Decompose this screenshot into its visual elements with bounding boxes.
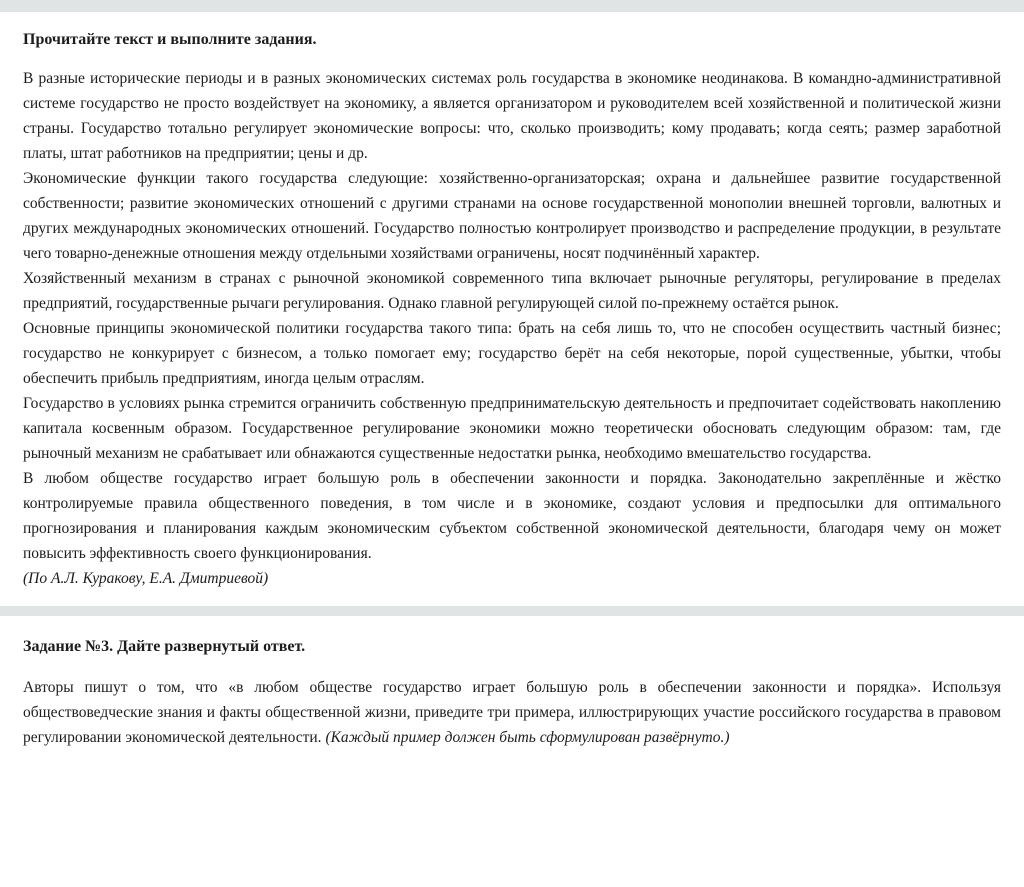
reading-instruction-heading: Прочитайте текст и выполните задания. [23,31,317,48]
source-attribution: (По А.Л. Куракову, Е.А. Дмитриевой) [23,570,269,587]
reading-paragraph-5: Государство в условиях рынка стремится ограничить собственную предпринимательскую деятельность и предпочитает содействовать накоплению капитала косвенным образом. Государственное регулирование экономики можно теоретически обосновать следующим образом: там, где рыночный механизм не срабатывает или обнажаются существенные недостатки рынка, необходимо вмешательство государства. [23,395,1001,462]
task-heading: Задание №3. Дайте развернутый ответ. [23,638,306,655]
section-divider-band [0,606,1024,616]
task-paragraph [23,675,1001,750]
task-text: Авторы пишут о том, что «в любом обществе государство играет большую роль в обеспечении законности и порядка». Используя обществоведческие знания и факты общественной жизни, приведите три примера, иллюстрирующих участие российского государства в правовом регулировании экономической деятельности. [23,679,1001,746]
reading-paragraph-3: Хозяйственный механизм в странах с рыночной экономикой современного типа включает рыночные регуляторы, регулирование в пределах предприятий, государственные рычаги регулирования. Однако главной регулирующей силой по-прежнему остаётся рынок. [23,270,1001,312]
task-section [0,637,1024,750]
task-note-italic: (Каждый пример должен быть сформулирован развёрнуто.) [325,729,730,746]
top-divider-band [0,0,1024,12]
reading-paragraph-1: В разные исторические периоды и в разных экономических системах роль государства в экономике неодинакова. В командно-административной системе государство не просто воздействует на экономику, а является организатором и руководителем всей хозяйственной и политической жизни страны. Государство тотально регулирует экономические вопросы: что, сколько производить; кому продавать; когда сеять; размер заработной платы, штат работников на предприятии; цены и др. [23,70,1001,162]
reading-paragraph-4: Основные принципы экономической политики государства такого типа: брать на себя лишь то, что не способен осуществить частный бизнес; государство не конкурирует с бизнесом, а только помогает ему; государство берёт на себя некоторые, порой существенные, убытки, чтобы обеспечить прибыль предприятиям, иногда целым отраслям. [23,320,1001,387]
reading-paragraph-6: В любом обществе государство играет большую роль в обеспечении законности и порядка. Законодательно закреплённые и жёстко контролируемые правила общественного поведения, в том числе и в экономике, создают условия и предпосылки для оптимального прогнозирования и планирования каждым экономическим субъектом собственной экономической деятельности, благодаря чему он может повысить эффективность своего функционирования. [23,470,1001,562]
reading-section [0,30,1024,591]
reading-paragraph-2: Экономические функции такого государства следующие: хозяйственно-организаторская; охрана и дальнейшее развитие государственной собственности; развитие экономических отношений с другими странами на основе государственной монополии внешней торговли, валютных и других международных экономических отношений. Государство полностью контролирует производство и распределение продукции, в результате чего товарно-денежные отношения между отдельными хозяйствами ограничены, носят подчинённый характер. [23,170,1001,262]
